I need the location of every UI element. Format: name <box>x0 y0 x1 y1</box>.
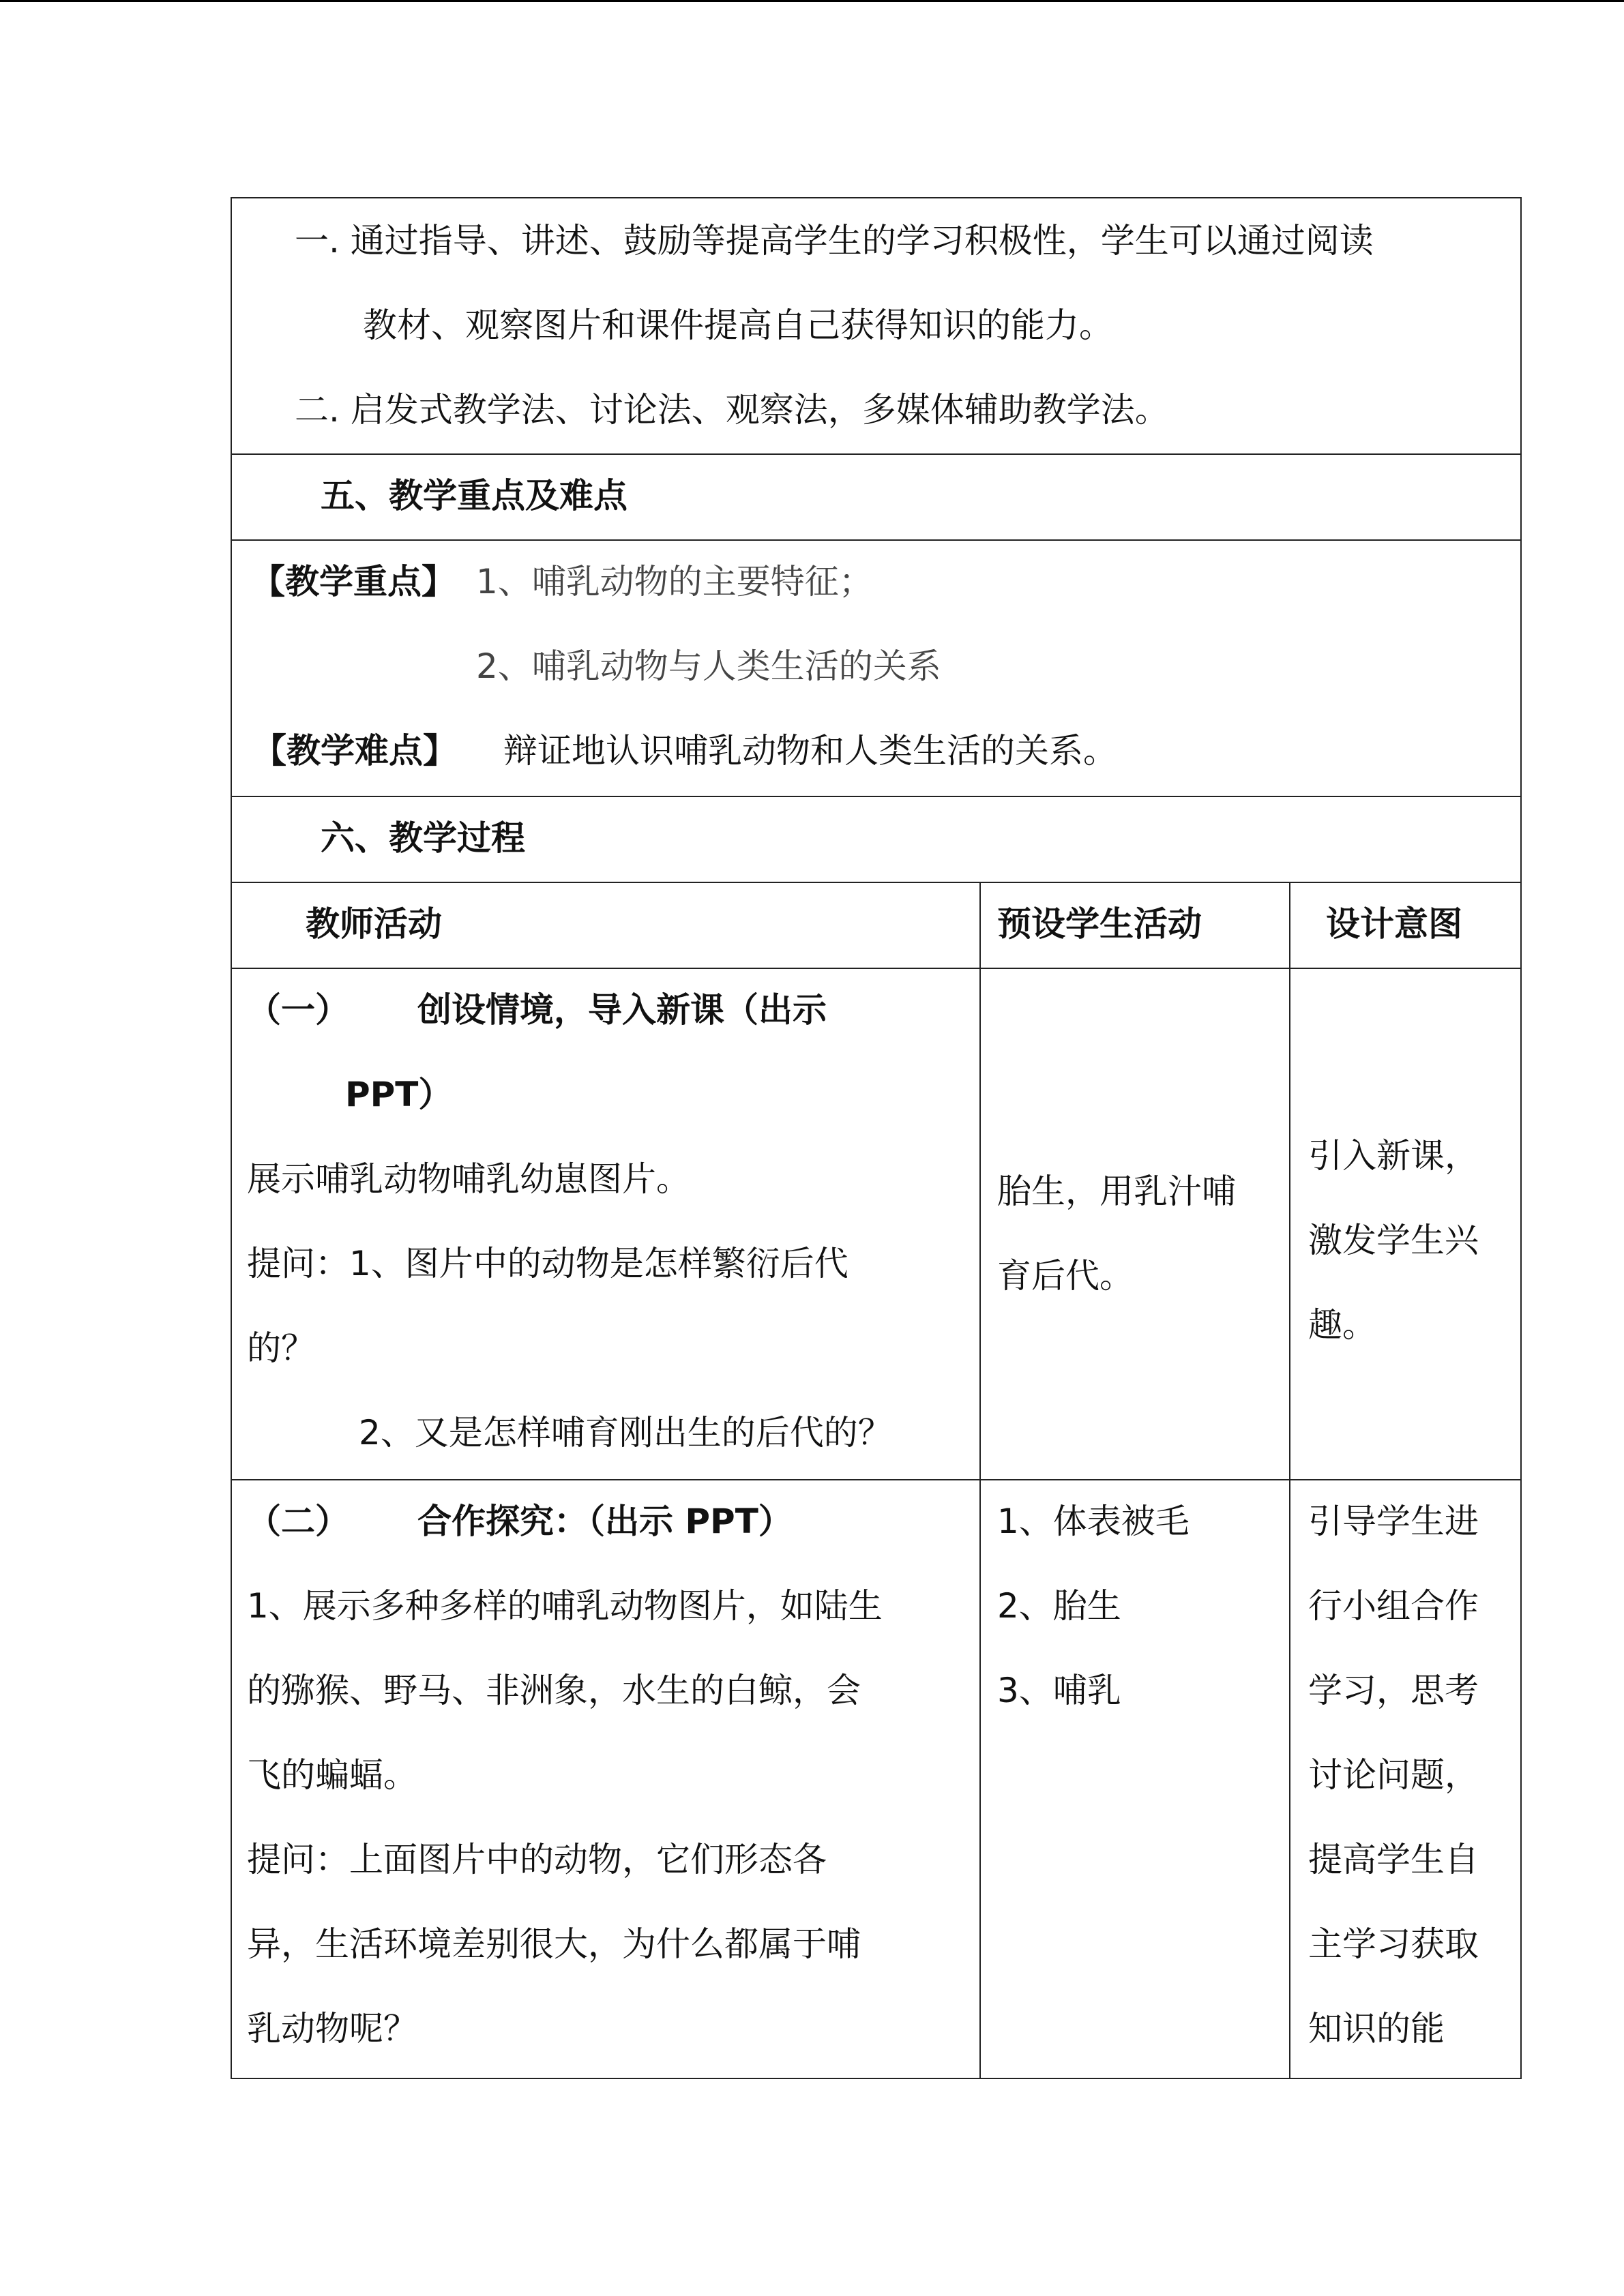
step-2-intent-line-5: 提高学生自 <box>1308 1840 1479 1879</box>
step-2-number: （二） <box>247 1502 349 1541</box>
step-2-line-6: 乳动物呢？ <box>247 2009 417 2048</box>
step-1-intent-line-2: 激发学生兴 <box>1308 1221 1479 1260</box>
section-5-title: 五、教学重点及难点 <box>321 476 628 516</box>
key-points-row <box>231 539 1522 797</box>
step-1-question-2: 2、又是怎样哺育刚出生的后代的？ <box>359 1413 892 1452</box>
step-2-line-3: 飞的蝙蝠。 <box>247 1755 417 1795</box>
methods-item-1-line-2: 教材、观察图片和课件提高自己获得知识的能力。 <box>363 305 1113 345</box>
step-2-line-1: 1、展示多种多样的哺乳动物图片，如陆生 <box>247 1586 883 1626</box>
methods-item-2: 二. 启发式教学法、讨论法、观察法，多媒体辅助教学法。 <box>295 390 1169 430</box>
step-1-question-1-end: 的？ <box>247 1328 315 1368</box>
step-1-intent-line-3: 趣。 <box>1308 1305 1376 1345</box>
header-teacher-activity: 教师活动 <box>306 904 442 944</box>
difficult-points-label: 【教学难点】 <box>252 731 457 771</box>
step-1-student-line-1: 胎生，用乳汁哺 <box>997 1172 1236 1211</box>
step-1-title-ppt: PPT） <box>345 1075 453 1114</box>
step-2-line-2: 的猕猴、野马、非洲象，水生的白鲸，会 <box>247 1671 861 1710</box>
step-2-student-line-2: 2、胎生 <box>997 1586 1121 1626</box>
section-6-title: 六、教学过程 <box>321 818 525 858</box>
step-2-row <box>231 1479 1522 2079</box>
column-divider-1 <box>979 882 981 2079</box>
step-1-number: （一） <box>247 990 349 1030</box>
step-2-intent-line-1: 引导学生进 <box>1308 1502 1479 1541</box>
step-1-row <box>231 968 1522 1480</box>
page-top-border <box>0 0 1624 2</box>
step-2-intent-line-4: 讨论问题， <box>1308 1755 1479 1795</box>
header-design-intent: 设计意图 <box>1326 904 1462 944</box>
column-divider-2 <box>1289 882 1290 2079</box>
section-6-title-row <box>231 796 1522 883</box>
methods-item-1-line-1: 一. 通过指导、讲述、鼓励等提高学生的学习积极性，学生可以通过阅读 <box>295 221 1374 260</box>
header-student-activity: 预设学生活动 <box>997 904 1202 944</box>
step-2-intent-line-2: 行小组合作 <box>1308 1586 1479 1626</box>
process-header-row <box>231 882 1522 969</box>
section-5-title-row <box>231 453 1522 541</box>
step-2-intent-line-7: 知识的能 <box>1308 2009 1445 2048</box>
step-2-title: 合作探究：（出示 PPT） <box>417 1502 793 1541</box>
step-2-line-5: 异，生活环境差别很大，为什么都属于哺 <box>247 1924 861 1964</box>
methods-row <box>231 197 1522 455</box>
difficult-point: 辩证地认识哺乳动物和人类生活的关系。 <box>503 731 1117 771</box>
step-1-title: 创设情境，导入新课（出示 <box>417 990 827 1030</box>
step-2-student-line-1: 1、体表被毛 <box>997 1502 1190 1541</box>
step-1-question-1: 提问：1、图片中的动物是怎样繁衍后代 <box>247 1244 848 1283</box>
lesson-plan-table <box>231 197 1522 2079</box>
key-point-1: 1、哺乳动物的主要特征； <box>476 562 873 601</box>
step-1-intent-line-1: 引入新课， <box>1308 1136 1479 1176</box>
step-1-line-1: 展示哺乳动物哺乳幼崽图片。 <box>247 1159 690 1199</box>
step-2-student-line-3: 3、哺乳 <box>997 1671 1121 1710</box>
step-2-intent-line-6: 主学习获取 <box>1308 1924 1479 1964</box>
key-points-label: 【教学重点】 <box>251 562 456 601</box>
key-point-2: 2、哺乳动物与人类生活的关系 <box>476 646 941 686</box>
step-2-line-4: 提问：上面图片中的动物，它们形态各 <box>247 1840 827 1879</box>
step-1-student-line-2: 育后代。 <box>997 1256 1134 1296</box>
step-2-intent-line-3: 学习，思考 <box>1308 1671 1479 1710</box>
